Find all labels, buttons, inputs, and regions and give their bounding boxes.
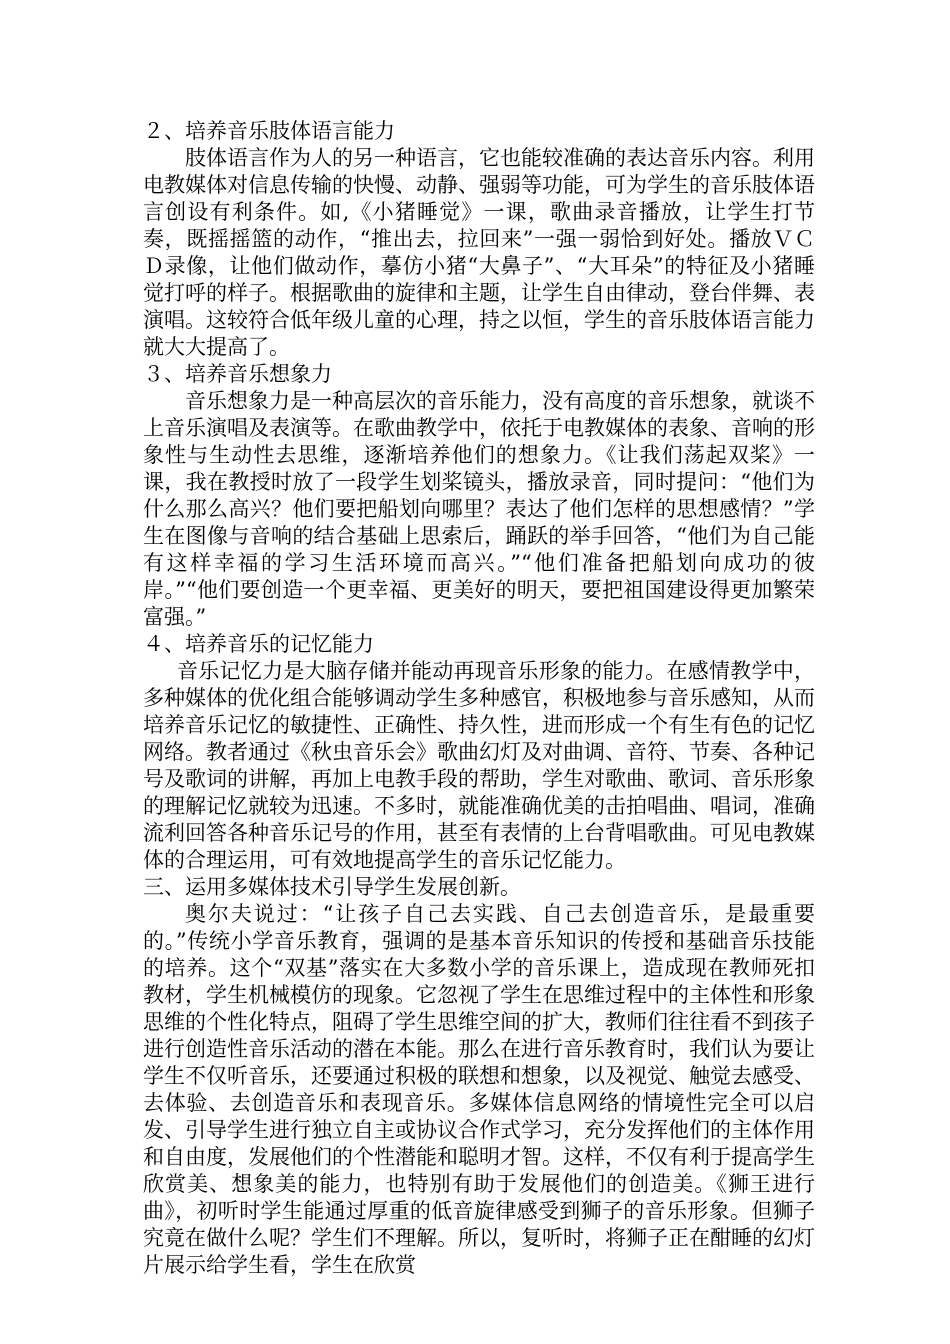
section-heading-imagination: ３、培养音乐想象力 xyxy=(143,362,332,386)
section-body-imagination: 音乐想象力是一种高层次的音乐能力，没有高度的音乐想象，就谈不上音乐演唱及表演等。在歌曲教学中，依托于电教媒体的表象、音响的形象性与生动性去思维，逐渐培养他们的想象力。《让我们荡起双桨》一课，我在教授时放了一段学生划桨镜头，播放录音，同时提问：“他们为什么那么高兴？他们要把船划向哪里？表达了他们怎样的思想感情？”学生在图像与音响的结合基础上思索后，踊跃的举手回答，“他们为自己能有这样幸福的学习生活环境而高兴。”“他们准备把船划向成功的彼岸。”“他们要创造一个更幸福、更美好的明天，要把祖国建设得更加繁荣富强。” xyxy=(143,389,815,629)
section-heading-body-language: ２、培养音乐肢体语言能力 xyxy=(143,119,395,143)
section-heading-memory: ４、培养音乐的记忆能力 xyxy=(143,632,374,656)
section-body-innovation: 奥尔夫说过：“让孩子自己去实践、自己去创造音乐，是最重要的。”传统小学音乐教育，强调的是基本音乐知识的传授和基础音乐技能的培养。这个“双基”落实在大多数小学的音乐课上，造成现在教师死扣教材，学生机械模仿的现象。它忽视了学生在思维过程中的主体性和形象思维的个性化特点，阻碍了学生思维空间的扩大，教师们往往看不到孩子进行创造性音乐活动的潜在本能。那么在进行音乐教育时，我们认为要让学生不仅听音乐，还要通过积极的联想和想象，以及视觉、触觉去感受、去体验、去创造音乐和表现音乐。多媒体信息网络的情境性完全可以启发、引导学生进行独立自主或协议合作式学习，充分发挥他们的主体作用和自由度，发展他们的个性潜能和聪明才智。这样，不仅有利于提高学生欣赏美、想象美的能力，也特别有助于发展他们的创造美。《狮王进行曲》，初听时学生能通过厚重的低音旋律感受到狮子的音乐形象。但狮子究竟在做什么呢？学生们不理解。所以，复听时，将狮子正在酣睡的幻灯片展示给学生看，学生在欣赏 xyxy=(143,902,815,1277)
section-body-body-language: 肢体语言作为人的另一种语言，它也能较准确的表达音乐内容。利用电教媒体对信息传输的快慢、动静、强弱等功能，可为学生的音乐肢体语言创设有利条件。如,《小猪睡觉》一课，歌曲录音播放，让学生打节奏，既摇摇篮的动作，“推出去，拉回来”一强一弱恰到好处。播放ＶＣＤ录像，让他们做动作，摹仿小猪“大鼻子”、“大耳朵”的特征及小猪睡觉打呼的样子。根据歌曲的旋律和主题，让学生自由律动，登台伴舞、表演唱。这较符合低年级儿童的心理，持之以恒，学生的音乐肢体语言能力就大大提高了。 xyxy=(143,146,815,359)
document-page xyxy=(143,118,815,1279)
section-heading-innovation: 三、运用多媒体技术引导学生发展创新。 xyxy=(143,875,521,899)
section-body-memory: 音乐记忆力是大脑存储并能动再现音乐形象的能力。在感情教学中，多种媒体的优化组合能够调动学生多种感官，积极地参与音乐感知，从而培养音乐记忆的敏捷性、正确性、持久性，进而形成一个有生有色的记忆网络。教者通过《秋虫音乐会》歌曲幻灯及对曲调、音符、节奏、各种记号及歌词的讲解，再加上电教手段的帮助，学生对歌曲、歌词、音乐形象的理解记忆就较为迅速。不多时，就能准确优美的击拍唱曲、唱词，准确流利回答各种音乐记号的作用，甚至有表情的上台背唱歌曲。可见电教媒体的合理运用，可有效地提高学生的音乐记忆能力。 xyxy=(143,659,815,872)
